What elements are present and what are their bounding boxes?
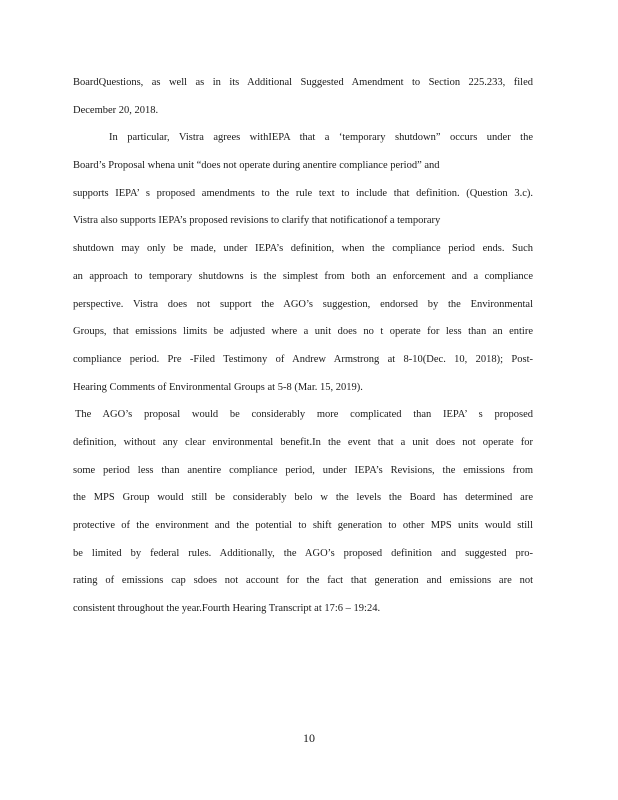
text-line: the MPS Group would still be considerably belo w the levels the Board has determined are: [73, 492, 533, 504]
text-line: Hearing Comments of Environmental Groups at 5-8 (Mar. 15, 2019).: [73, 381, 363, 393]
text-line: an approach to temporary shutdowns is the simplest from both an enforcement and a compliance: [73, 270, 533, 282]
text-line: rating of emissions cap sdoes not account for the fact that generation and emissions are not: [73, 575, 533, 587]
text-line: BoardQuestions, as well as in its Additional Suggested Amendment to Section 225.233, filed: [73, 77, 533, 88]
text-line: Groups, that emissions limits be adjusted where a unit does no t operate for less than an entire: [73, 326, 533, 338]
text-line: In particular, Vistra agrees withIEPA that a ‘temporary shutdown” occurs under the: [109, 132, 533, 144]
text-line: protective of the environment and the potential to shift generation to other MPS units would still: [73, 520, 533, 531]
text-line: Vistra also supports IEPA’s proposed revisions to clarify that notificationof a temporary: [73, 215, 441, 227]
text-line: The AGO’s proposal would be considerably more complicated than IEPA’ s proposed: [75, 409, 533, 421]
text-line: Board’s Proposal whena unit “does not operate during anentire compliance period” and: [73, 160, 440, 172]
text-line: December 20, 2018.: [73, 104, 159, 116]
body-text: [73, 69, 533, 623]
text-line: perspective. Vistra does not support the AGO’s suggestion, endorsed by the Environmental: [73, 298, 533, 310]
text-line: shutdown may only be made, under IEPA’s definition, when the compliance period ends. Such: [73, 243, 533, 255]
text-line: be limited by federal rules. Additionally, the AGO’s proposed definition and suggested pro-: [73, 547, 533, 559]
text-line: compliance period. Pre -Filed Testimony of Andrew Armstrong at 8-10(Dec. 10, 2018); Post-: [73, 353, 533, 365]
page-number: 10: [303, 731, 315, 745]
text-line: some period less than anentire compliance period, under IEPA’s Revisions, the emissions from: [73, 464, 533, 476]
text-line: definition, without any clear environmental benefit.In the event that a unit does not operate for: [73, 436, 533, 448]
text-line: consistent throughout the year.Fourth Hearing Transcript at 17:6 – 19:24.: [73, 603, 381, 615]
text-line: supports IEPA’ s proposed amendments to the rule text to include that definition. (Question 3.c).: [73, 187, 533, 199]
